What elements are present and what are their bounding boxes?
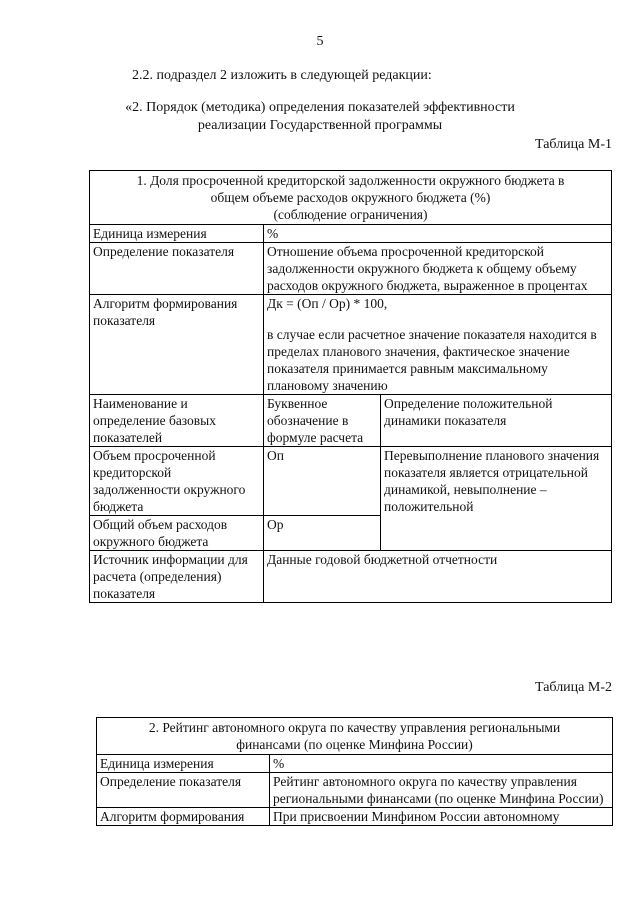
algorithm-value: При присвоении Минфином России автономному xyxy=(270,808,613,826)
table1-header-line: общем объеме расходов окружного бюджета (%) xyxy=(210,190,491,205)
algorithm-note: в случае если расчетное значение показателя находится в пределах планового значения, фактическое значение показателя принимается равным максимальному плановому значению xyxy=(267,327,597,393)
table-row xyxy=(97,718,613,755)
section-heading-line: «2. Порядок (методика) определения показателей эффективности xyxy=(125,100,515,115)
table2-header-line: финансами (по оценке Минфина России) xyxy=(236,737,473,752)
table2-header xyxy=(97,718,613,755)
algorithm-label: Алгоритм формирования показателя xyxy=(90,295,264,395)
table2-header-line: 2. Рейтинг автономного округа по качеству управления региональными xyxy=(148,720,561,735)
table-row xyxy=(97,773,613,808)
table-row xyxy=(90,447,612,516)
unit-label: Единица измерения xyxy=(97,755,270,773)
expense-volume-label: Общий объем расходов окружного бюджета xyxy=(90,516,264,551)
indicator-table-2 xyxy=(96,717,613,826)
dynamics-value: Перевыполнение планового значения показателя является отрицательной динамикой, невыполнение – положительной xyxy=(381,447,612,551)
table-row xyxy=(90,395,612,447)
definition-value: Отношение объема просроченной кредиторской задолженности окружного бюджета к общему объему расходов окружного бюджета, выраженное в процентах xyxy=(264,243,612,295)
debt-volume-label: Объем просроченной кредиторской задолженности окружного бюджета xyxy=(90,447,264,516)
table-row xyxy=(97,808,613,826)
table1-header-line: (соблюдение ограничения) xyxy=(273,207,428,222)
table1-label: Таблица М-1 xyxy=(535,137,612,152)
unit-value: % xyxy=(270,755,613,773)
table-row xyxy=(90,171,612,225)
table1-header xyxy=(90,171,612,225)
unit-label: Единица измерения xyxy=(90,225,264,243)
source-label: Источник информации для расчета (определения) показателя xyxy=(90,551,264,603)
symbol-column-header: Буквенное обозначение в формуле расчета xyxy=(264,395,381,447)
table1-header-line: 1. Доля просроченной кредиторской задолженности окружного бюджета в xyxy=(136,173,565,188)
definition-label: Определение показателя xyxy=(90,243,264,295)
table-row xyxy=(90,243,612,295)
intro-line: 2.2. подраздел 2 изложить в следующей редакции: xyxy=(132,68,432,83)
definition-label: Определение показателя xyxy=(97,773,270,808)
algorithm-label: Алгоритм формирования xyxy=(97,808,270,826)
section-heading-line: реализации Государственной программы xyxy=(197,118,443,133)
page-number: 5 xyxy=(316,34,324,49)
definition-value: Рейтинг автономного округа по качеству управления региональными финансами (по оценке Минфина России) xyxy=(270,773,613,808)
expense-volume-symbol: Ор xyxy=(264,516,381,551)
base-indicators-label: Наименование и определение базовых показателей xyxy=(90,395,264,447)
unit-value: % xyxy=(264,225,612,243)
table-row xyxy=(97,755,613,773)
debt-volume-symbol: Оп xyxy=(264,447,381,516)
section-heading xyxy=(0,99,640,135)
algorithm-formula: Дк = (Оп / Ор) * 100, xyxy=(267,296,388,311)
table-row xyxy=(90,225,612,243)
indicator-table-1 xyxy=(89,170,612,603)
table-row xyxy=(90,295,612,395)
table2-label: Таблица М-2 xyxy=(535,680,612,695)
algorithm-cell xyxy=(264,295,612,395)
table-row xyxy=(90,551,612,603)
source-value: Данные годовой бюджетной отчетности xyxy=(264,551,612,603)
dynamics-column-header: Определение положительной динамики показателя xyxy=(381,395,612,447)
